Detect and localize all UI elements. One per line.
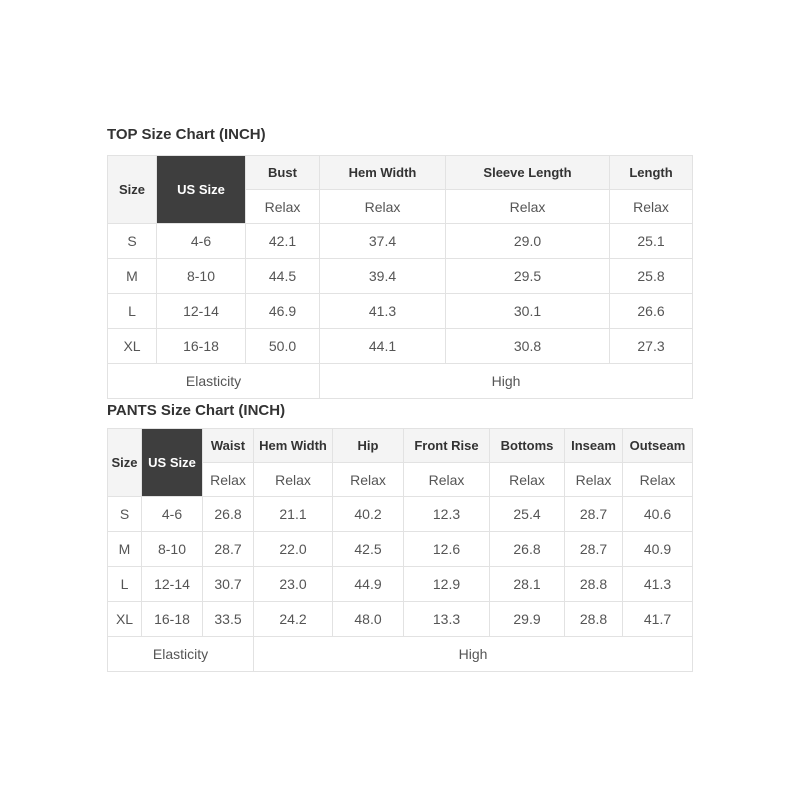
elasticity-value: High — [320, 364, 693, 399]
measurement-cell: 28.1 — [490, 567, 565, 602]
measurement-cell: 26.6 — [610, 294, 693, 329]
table-row — [108, 224, 693, 259]
measurement-cell: 29.9 — [490, 602, 565, 637]
us-size-cell: 16-18 — [142, 602, 203, 637]
pants-table-header — [108, 429, 693, 497]
size-cell: XL — [108, 602, 142, 637]
elasticity-row — [108, 364, 693, 399]
measurement-cell: 27.3 — [610, 329, 693, 364]
measurement-cell: 33.5 — [203, 602, 254, 637]
measurement-cell: 39.4 — [320, 259, 446, 294]
measurement-cell: 41.7 — [623, 602, 693, 637]
us-size-cell: 4-6 — [157, 224, 246, 259]
top-column-header-bust: Bust — [246, 156, 320, 190]
size-cell: XL — [108, 329, 157, 364]
measurement-cell: 48.0 — [333, 602, 404, 637]
size-chart-page — [107, 126, 692, 672]
top-table-header — [108, 156, 693, 224]
measurement-cell: 28.8 — [565, 567, 623, 602]
table-row — [108, 567, 693, 602]
measurement-cell: 30.7 — [203, 567, 254, 602]
table-row — [108, 497, 693, 532]
fit-cell: Relax — [333, 463, 404, 497]
measurement-cell: 44.1 — [320, 329, 446, 364]
measurement-cell: 37.4 — [320, 224, 446, 259]
measurement-cell: 21.1 — [254, 497, 333, 532]
elasticity-row — [108, 637, 693, 672]
fit-cell: Relax — [490, 463, 565, 497]
top-column-header-hem-width: Hem Width — [320, 156, 446, 190]
measurement-cell: 12.6 — [404, 532, 490, 567]
measurement-cell: 13.3 — [404, 602, 490, 637]
top-column-header-sleeve-length: Sleeve Length — [446, 156, 610, 190]
us-size-cell: 12-14 — [157, 294, 246, 329]
measurement-cell: 22.0 — [254, 532, 333, 567]
measurement-cell: 40.9 — [623, 532, 693, 567]
pants-column-header-hip: Hip — [333, 429, 404, 463]
fit-cell: Relax — [623, 463, 693, 497]
measurement-cell: 42.1 — [246, 224, 320, 259]
top-chart-title: TOP Size Chart (INCH) — [107, 126, 266, 143]
measurement-cell: 46.9 — [246, 294, 320, 329]
measurement-cell: 29.0 — [446, 224, 610, 259]
pants-column-header-waist: Waist — [203, 429, 254, 463]
pants-chart-title: PANTS Size Chart (INCH) — [107, 402, 286, 419]
size-cell: S — [108, 497, 142, 532]
elasticity-value: High — [254, 637, 693, 672]
measurement-cell: 44.5 — [246, 259, 320, 294]
measurement-cell: 41.3 — [320, 294, 446, 329]
pants-column-header-inseam: Inseam — [565, 429, 623, 463]
size-cell: M — [108, 532, 142, 567]
table-row — [108, 294, 693, 329]
table-row — [108, 259, 693, 294]
measurement-cell: 28.8 — [565, 602, 623, 637]
measurement-cell: 44.9 — [333, 567, 404, 602]
fit-cell: Relax — [446, 190, 610, 224]
table-row — [108, 532, 693, 567]
measurement-cell: 42.5 — [333, 532, 404, 567]
measurement-cell: 40.6 — [623, 497, 693, 532]
fit-cell: Relax — [254, 463, 333, 497]
pants-column-header-hem-width: Hem Width — [254, 429, 333, 463]
measurement-cell: 25.8 — [610, 259, 693, 294]
us-size-label: US Size — [177, 182, 225, 197]
measurement-cell: 25.4 — [490, 497, 565, 532]
pants-column-header-front-rise: Front Rise — [404, 429, 490, 463]
measurement-cell: 30.8 — [446, 329, 610, 364]
size-cell: L — [108, 294, 157, 329]
us-size-cell: 8-10 — [142, 532, 203, 567]
pants-column-header-outseam: Outseam — [623, 429, 693, 463]
elasticity-label: Elasticity — [108, 637, 254, 672]
measurement-cell: 30.1 — [446, 294, 610, 329]
us-size-cell: 8-10 — [157, 259, 246, 294]
pants-size-chart-section — [107, 402, 692, 672]
pants-us-size-column-header — [142, 429, 203, 497]
measurement-cell: 50.0 — [246, 329, 320, 364]
us-size-cell: 4-6 — [142, 497, 203, 532]
top-us-size-column-header — [157, 156, 246, 224]
top-size-table — [107, 155, 693, 399]
us-size-highlight-cell — [157, 156, 246, 224]
top-size-column-header: Size — [108, 156, 157, 224]
size-cell: M — [108, 259, 157, 294]
measurement-cell: 12.3 — [404, 497, 490, 532]
table-row — [108, 329, 693, 364]
measurement-cell: 28.7 — [203, 532, 254, 567]
us-size-cell: 16-18 — [157, 329, 246, 364]
fit-cell: Relax — [565, 463, 623, 497]
fit-cell: Relax — [320, 190, 446, 224]
fit-cell: Relax — [404, 463, 490, 497]
measurement-cell: 40.2 — [333, 497, 404, 532]
measurement-cell: 24.2 — [254, 602, 333, 637]
measurement-cell: 12.9 — [404, 567, 490, 602]
pants-column-header-bottoms: Bottoms — [490, 429, 565, 463]
size-cell: S — [108, 224, 157, 259]
table-row — [108, 602, 693, 637]
measurement-cell: 41.3 — [623, 567, 693, 602]
us-size-label: US Size — [148, 455, 196, 470]
pants-size-table — [107, 428, 693, 672]
fit-cell: Relax — [203, 463, 254, 497]
top-size-chart-section — [107, 126, 692, 399]
pants-size-column-header: Size — [108, 429, 142, 497]
top-column-header-length: Length — [610, 156, 693, 190]
fit-cell: Relax — [246, 190, 320, 224]
measurement-cell: 28.7 — [565, 532, 623, 567]
measurement-cell: 29.5 — [446, 259, 610, 294]
us-size-cell: 12-14 — [142, 567, 203, 602]
fit-cell: Relax — [610, 190, 693, 224]
elasticity-label: Elasticity — [108, 364, 320, 399]
measurement-cell: 28.7 — [565, 497, 623, 532]
us-size-highlight-cell — [142, 429, 203, 497]
measurement-cell: 26.8 — [203, 497, 254, 532]
measurement-cell: 23.0 — [254, 567, 333, 602]
size-cell: L — [108, 567, 142, 602]
measurement-cell: 26.8 — [490, 532, 565, 567]
measurement-cell: 25.1 — [610, 224, 693, 259]
